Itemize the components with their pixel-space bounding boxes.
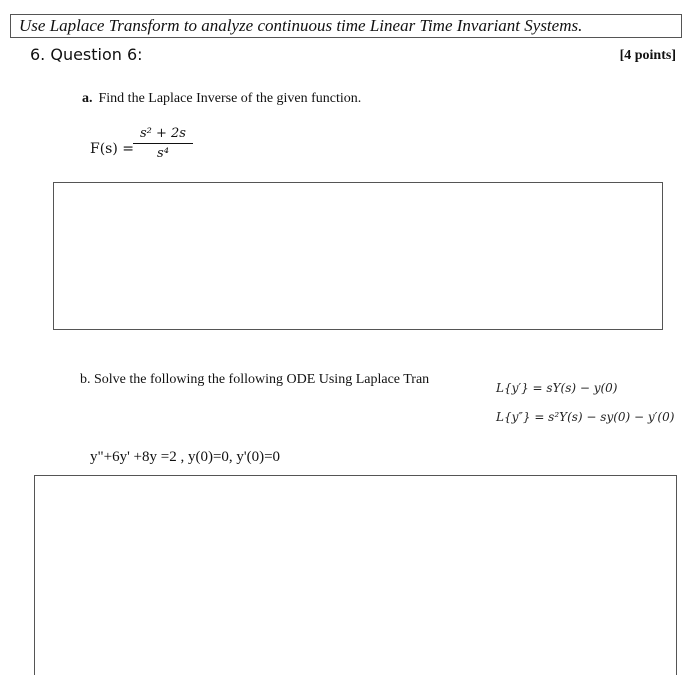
answer-box-part-b[interactable] [34, 475, 677, 675]
part-a-label: a. [82, 91, 93, 106]
answer-box-part-a[interactable] [53, 182, 663, 330]
function-lhs: F(s) = [90, 141, 135, 157]
part-a-prompt [82, 91, 361, 107]
question-title: 6. Question 6: [30, 45, 143, 64]
ode-equation: y"+6y' +8y =2 , y(0)=0, y'(0)=0 [90, 449, 281, 465]
laplace-second-derivative-formula: L{y″} = s²Y(s) − sy(0) − y′(0) [496, 410, 675, 424]
fraction-denominator: s⁴ [157, 146, 169, 161]
part-a-text: Find the Laplace Inverse of the given function. [98, 91, 362, 106]
topic-banner: Use Laplace Transform to analyze continuous time Linear Time Invariant Systems. [10, 14, 682, 38]
laplace-first-derivative-formula: L{y′} = sY(s) − y(0) [496, 381, 618, 395]
function-fraction [133, 126, 193, 161]
points-label: [4 points] [619, 48, 676, 63]
fraction-numerator: s² + 2s [133, 126, 193, 144]
part-b-prompt: b. Solve the following the following ODE Using Laplace Tran [80, 372, 430, 387]
